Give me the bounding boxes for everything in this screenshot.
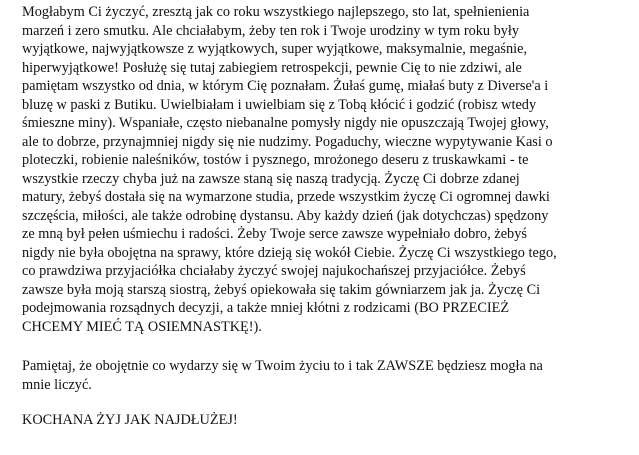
text-line: Pamiętaj, że obojętnie co wydarzy się w Twoim życiu to i tak ZAWSZE będziesz mogła na <box>22 358 543 374</box>
text-line: Mogłabym Ci życzyć, zresztą jak co roku wszystkiego najlepszego, sto lat, spełnienienia <box>22 4 530 20</box>
text-line: pamiętam wszystko od dnia, w którym Cię poznałam. Żułaś gumę, miałaś buty z Diverse'a i <box>22 78 549 94</box>
text-line: mnie liczyć. <box>22 376 92 393</box>
text-line: hiperwyjątkowe! Posłużę się tutaj zabiegiem retrospekcji, pewnie Cię to nie zdziwi, ale <box>22 59 522 76</box>
text-line: nigdy nie była obojętna na sprawy, które dzieją się wokół Ciebie. Życzę Ci wszystkiego tego, <box>22 244 557 261</box>
text-line: bluzę w paski z Butiku. Uwielbiałam i uwielbiam się z Tobą kłócić i godzić (robisz wtedy <box>22 96 537 113</box>
text-line: KOCHANA ŻYJ JAK NAJDŁUŻEJ! <box>22 412 238 428</box>
text-line: ale to dobrze, przynajmniej nigdy się nie nudzimy. Pogaduchy, wieczne wypytywanie Kasi o <box>22 133 553 150</box>
birthday-wishes-paragraph <box>22 3 619 336</box>
text-line: ze mną był pełen uśmiechu i radości. Żeby Twoje serce zawsze wypełniało dobro, żebyś <box>22 226 527 242</box>
text-line: ploteczki, robienie naleśników, tostów i pysznego, mrożonego deseru z truskawkami - te <box>22 152 529 168</box>
text-line: podejmowania rozsądnych decyzji, a także mniej kłótni z rodzicami (BO PRZECIEŻ <box>22 300 510 316</box>
text-line: szczęścia, miłości, ale także odrobinę dystansu. Aby każdy dzień (jak dotychczas) spędzony <box>22 207 549 224</box>
closing-line <box>22 411 619 430</box>
text-line: śmieszne miny). Wspaniałe, często niebanalne pomysły nigdy nie opuszczają Twojej głowy, <box>22 115 549 131</box>
text-line: matury, żebyś dostała się na wymarzone studia, przede wszystkim życzę Ci ogromnej dawki <box>22 189 550 205</box>
text-line: wszystkie rzeczy chyba już na zawsze staną się naszą tradycją. Życzę Ci dobrze zdanej <box>22 170 520 187</box>
text-line: marzeń i zero smutku. Ale chciałabym, żeby ten rok i Twoje urodziny w tym roku były <box>22 22 520 39</box>
remember-paragraph <box>22 357 619 394</box>
text-line: CHCEMY MIEĆ TĄ OSIEMNASTKĘ!). <box>22 318 262 335</box>
text-line: zawsze była moją starszą siostrą, żebyś opiekowała się takim gówniarzem jak ja. Życzę Ci <box>22 281 541 298</box>
text-line: wyjątkowe, najwyjątkowsze z wyjątkowych, super wyjątkowe, maksymalnie, megaśnie, <box>22 41 528 57</box>
text-line: co prawdziwa przyjaciółka chciałaby życzyć swojej najukochańszej przyjaciółce. Żebyś <box>22 263 526 279</box>
